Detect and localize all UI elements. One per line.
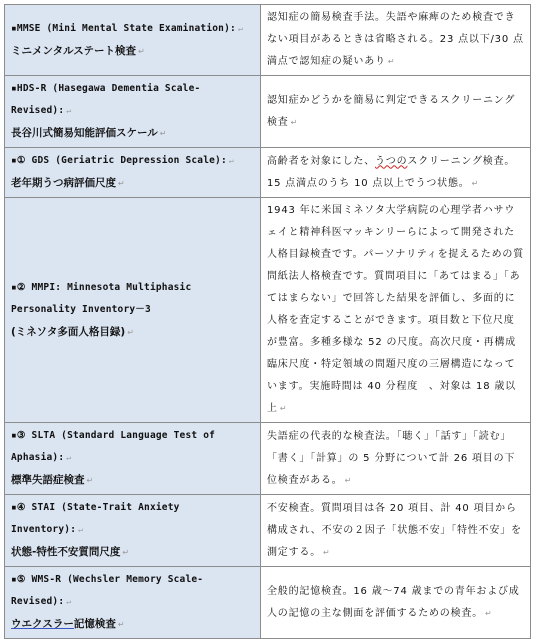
table-row [5, 76, 531, 148]
table-row [5, 567, 531, 639]
test-english-name-cont: Personality Inventory－3 [11, 303, 151, 315]
test-description: 1943 年に米国ミネソタ大学病院の心理学者ハサウェイと精神科医マッキンリーらによって開発された人格目録検査です。パーソナリティを捉えるための質問紙法人格検査です。質問項目に「あてはまる」「あてはまらない」で回答した結果を評価し、多面的に人格を査定することができます。項目数と下位尺度が豊富。多種多様な 52 の尺度。高次尺度・再構成臨床尺度・特定領域の問題尺度の三層構造になっています。実施時間は 40 分程度 、対象は 18 歳以上 ↵ [267, 205, 524, 414]
test-description: 全般的記憶検査。16 歳～74 歳までの青年および成人の記憶の主な側面を評価するための検査。 ↵ [267, 585, 520, 619]
test-description: 不安検査。質問項目は各 20 項目、計 40 項目から構成され、不安の２因子「状態不安」「特性不安」を測定する。 ↵ [267, 502, 522, 558]
test-name-cell [5, 76, 261, 148]
test-name-cell [5, 148, 261, 198]
test-english-name: ▪③ SLTA (Standard Language Test of [11, 430, 216, 441]
test-english-name-cont: Aphasia): ↵ [11, 452, 72, 463]
test-english-name: ▪⑤ WMS-R (Wechsler Memory Scale-Revised): ↵ [11, 574, 204, 607]
test-japanese-name: ウエクスラー記憶検査 ↵ [11, 618, 125, 630]
test-name-cell [5, 495, 261, 567]
test-description-cell [261, 567, 531, 639]
table-row [5, 495, 531, 567]
test-description: 認知症の簡易検査手法。失語や麻痺のため検査できない項目があるときは省略される。23 点以下/30 点満点で認知症の疑いあり ↵ [267, 12, 524, 67]
test-description: 失語症の代表的な検査法。「聴く」「話す」「読む」「書く」「計算」の 5 分野について計 26 項目の下位検査がある。 ↵ [267, 430, 516, 486]
test-japanese-name: ミニメンタルステート検査 ↵ [11, 44, 145, 57]
test-description-cell [261, 148, 531, 198]
table-row [5, 148, 531, 198]
table-row [5, 423, 531, 495]
test-name-cell [5, 423, 261, 495]
test-description-cell [261, 5, 531, 76]
test-name-cell [5, 198, 261, 423]
test-english-name: ▪MMSE (Mini Mental State Examination): ↵ [11, 22, 243, 34]
test-description: 高齢者を対象にした、うつのスクリーニング検査。15 点満点のうち 10 点以上でうつ状態。 ↵ [267, 155, 516, 189]
test-japanese-name: 長谷川式簡易知能評価スケール ↵ [11, 127, 167, 139]
test-japanese-name: 標準失語症検査 ↵ [11, 474, 94, 486]
test-description-cell [261, 198, 531, 423]
test-table [4, 4, 531, 639]
test-english-name: ▪④ STAI (State-Trait Anxiety Inventory): ↵ [11, 502, 180, 535]
test-japanese-name: 老年期うつ病評価尺度 ↵ [11, 177, 125, 189]
test-name-cell [5, 567, 261, 639]
test-description: 認知症かどうかを簡易に判定できるスクリーニング検査 ↵ [267, 94, 516, 128]
test-japanese-name: 状態-特性不安質問尺度 ↵ [11, 546, 130, 558]
table-row [5, 198, 531, 423]
test-description-cell [261, 76, 531, 148]
test-english-name: ▪HDS-R (Hasegawa Dementia Scale-Revised): ↵ [11, 83, 201, 116]
table-row [5, 5, 531, 76]
test-name-cell [5, 5, 261, 76]
test-japanese-name: (ミネソタ多面人格目録) ↵ [11, 325, 134, 338]
test-description-cell [261, 495, 531, 567]
test-english-name: ▪② MMPI: Minnesota Multiphasic [11, 281, 192, 293]
test-english-name: ▪① GDS (Geriatric Depression Scale): ↵ [11, 155, 234, 166]
test-description-cell [261, 423, 531, 495]
